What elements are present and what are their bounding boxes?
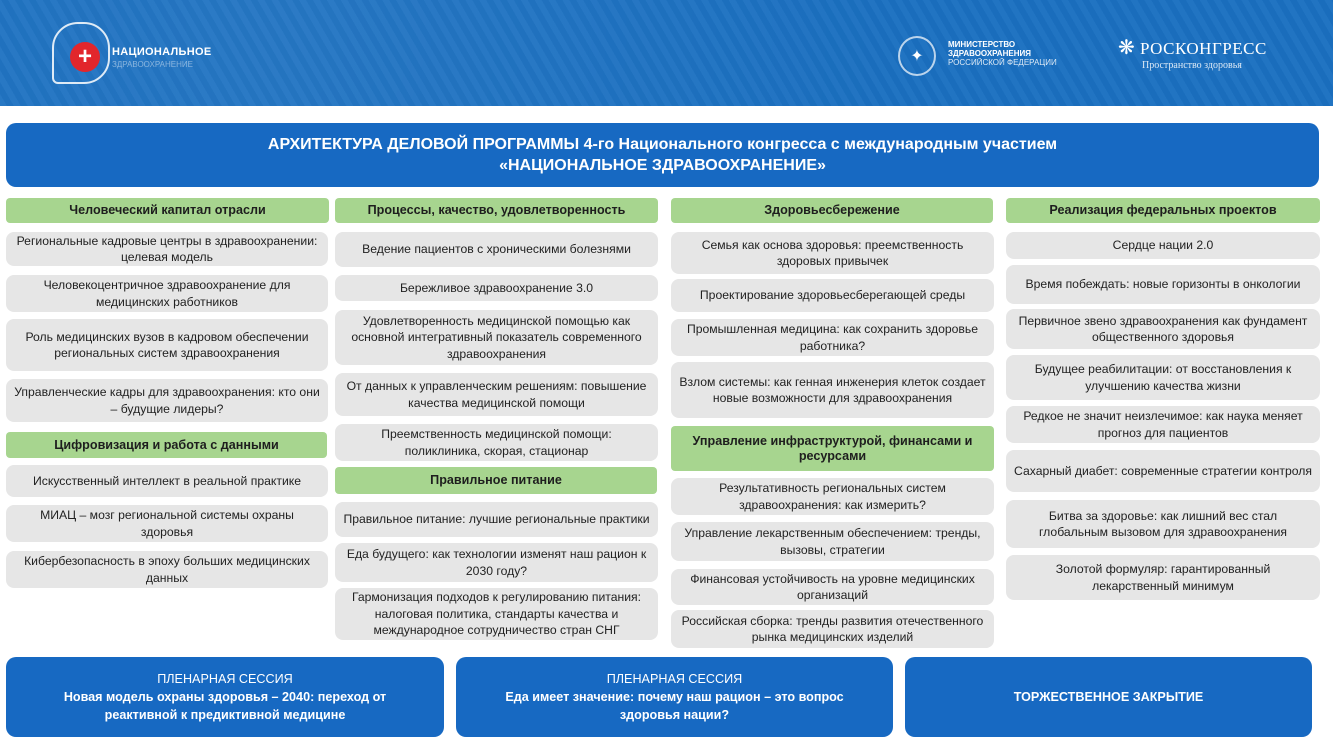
section-header-infrastructure: Управление инфраструктурой, финансами и ресурсами [671,426,994,471]
session-item: Российская сборка: тренды развития отечественного рынка медицинских изделий [671,610,994,648]
session-item: Человекоцентричное здравоохранение для медицинских работников [6,275,328,312]
session-item: МИАЦ – мозг региональной системы охраны здоровья [6,505,328,542]
ministry-name: МИНИСТЕРСТВО ЗДРАВООХРАНЕНИЯ РОССИЙСКОЙ ФЕДЕРАЦИИ [948,40,1057,67]
session-title: ТОРЖЕСТВЕННОЕ ЗАКРЫТИЕ [1013,690,1204,704]
roscongress-icon: ❋ [1118,37,1135,59]
section-header-federal-projects: Реализация федеральных проектов [1006,198,1320,223]
section-header-health-saving: Здоровьесбережение [671,198,993,223]
title-line-1: АРХИТЕКТУРА ДЕЛОВОЙ ПРОГРАММЫ 4-го Национального конгресса с международным участием [267,136,1058,153]
roscongress-name: РОСКОНГРЕСС [1140,39,1267,58]
plenary-session-2 [456,657,893,737]
session-title: Новая модель охраны здоровья – 2040: переход от реактивной к предиктивной медицине [63,690,387,722]
roscongress-logo [1118,36,1298,76]
session-item: Управленческие кадры для здравоохранения: кто они – будущие лидеры? [6,379,328,422]
ministry-logo [898,36,1088,76]
section-header-nutrition: Правильное питание [335,467,657,494]
session-item: Ведение пациентов с хроническими болезнями [335,232,658,267]
session-item: Битва за здоровье: как лишний вес стал глобальным вызовом для здравоохранения [1006,500,1320,548]
congress-logo [52,22,222,84]
header-banner [0,0,1333,106]
session-item: Первичное звено здравоохранения как фундамент общественного здоровья [1006,309,1320,349]
title-line-2: «НАЦИОНАЛЬНОЕ ЗДРАВООХРАНЕНИЕ» [499,157,826,174]
section-header-digitalization: Цифровизация и работа с данными [6,432,327,458]
session-item: Преемственность медицинской помощи: поликлиника, скорая, стационар [335,424,658,461]
session-item: Сердце нации 2.0 [1006,232,1320,259]
session-item: Время побеждать: новые горизонты в онкологии [1006,265,1320,304]
section-header-processes: Процессы, качество, удовлетворенность [335,198,658,223]
session-item: Еда будущего: как технологии изменят наш рацион к 2030 году? [335,543,658,582]
session-item: Редкое не значит неизлечимое: как наука меняет прогноз для пациентов [1006,406,1320,443]
session-item: Правильное питание: лучшие региональные практики [335,502,658,537]
session-item: Взлом системы: как генная инженерия клеток создает новые возможности для здравоохранения [671,362,994,418]
session-item: Кибербезопасность в эпоху больших медицинских данных [6,551,328,588]
logo-text: НАЦИОНАЛЬНОЕ [112,46,212,58]
section-header-human-capital: Человеческий капитал отрасли [6,198,329,223]
session-kind: ПЛЕНАРНАЯ СЕССИЯ [606,672,743,686]
session-item: Сахарный диабет: современные стратегии контроля [1006,450,1320,492]
session-item: Управление лекарственным обеспечением: тренды, вызовы, стратегии [671,522,994,561]
medical-cross-icon: + [70,42,100,72]
session-kind: ПЛЕНАРНАЯ СЕССИЯ [157,672,293,686]
session-item: Роль медицинских вузов в кадровом обеспечении региональных систем здравоохранения [6,319,328,371]
session-item: Бережливое здравоохранение 3.0 [335,275,658,301]
session-item: Искусственный интеллект в реальной практике [6,465,328,497]
session-item: Гармонизация подходов к регулированию питания: налоговая политика, стандарты качества и международное сотрудничество стран СНГ [335,588,658,640]
session-item: Результативность региональных систем здравоохранения: как измерить? [671,478,994,515]
session-title: Еда имеет значение: почему наш рацион – это вопрос здоровья нации? [505,690,844,722]
session-item: Удовлетворенность медицинской помощью как основной интегративный показатель современного здравоохранения [335,310,658,365]
page-title [6,123,1319,187]
session-item: Региональные кадровые центры в здравоохранении: целевая модель [6,232,328,266]
closing-ceremony [905,657,1312,737]
session-item: Будущее реабилитации: от восстановления к улучшению качества жизни [1006,355,1320,400]
logo-subtext: ЗДРАВООХРАНЕНИЕ [112,60,193,69]
session-item: Проектирование здоровьесберегающей среды [671,279,994,312]
session-item: Семья как основа здоровья: преемственность здоровых привычек [671,232,994,274]
session-item: Золотой формуляр: гарантированный лекарственный минимум [1006,555,1320,600]
session-item: Финансовая устойчивость на уровне медицинских организаций [671,569,994,605]
session-item: Промышленная медицина: как сохранить здоровье работника? [671,319,994,356]
roscongress-subtitle: Пространство здоровья [1142,60,1242,71]
plenary-session-1 [6,657,444,737]
session-item: От данных к управленческим решениям: повышение качества медицинской помощи [335,373,658,416]
eagle-emblem-icon: ✦ [898,36,936,76]
